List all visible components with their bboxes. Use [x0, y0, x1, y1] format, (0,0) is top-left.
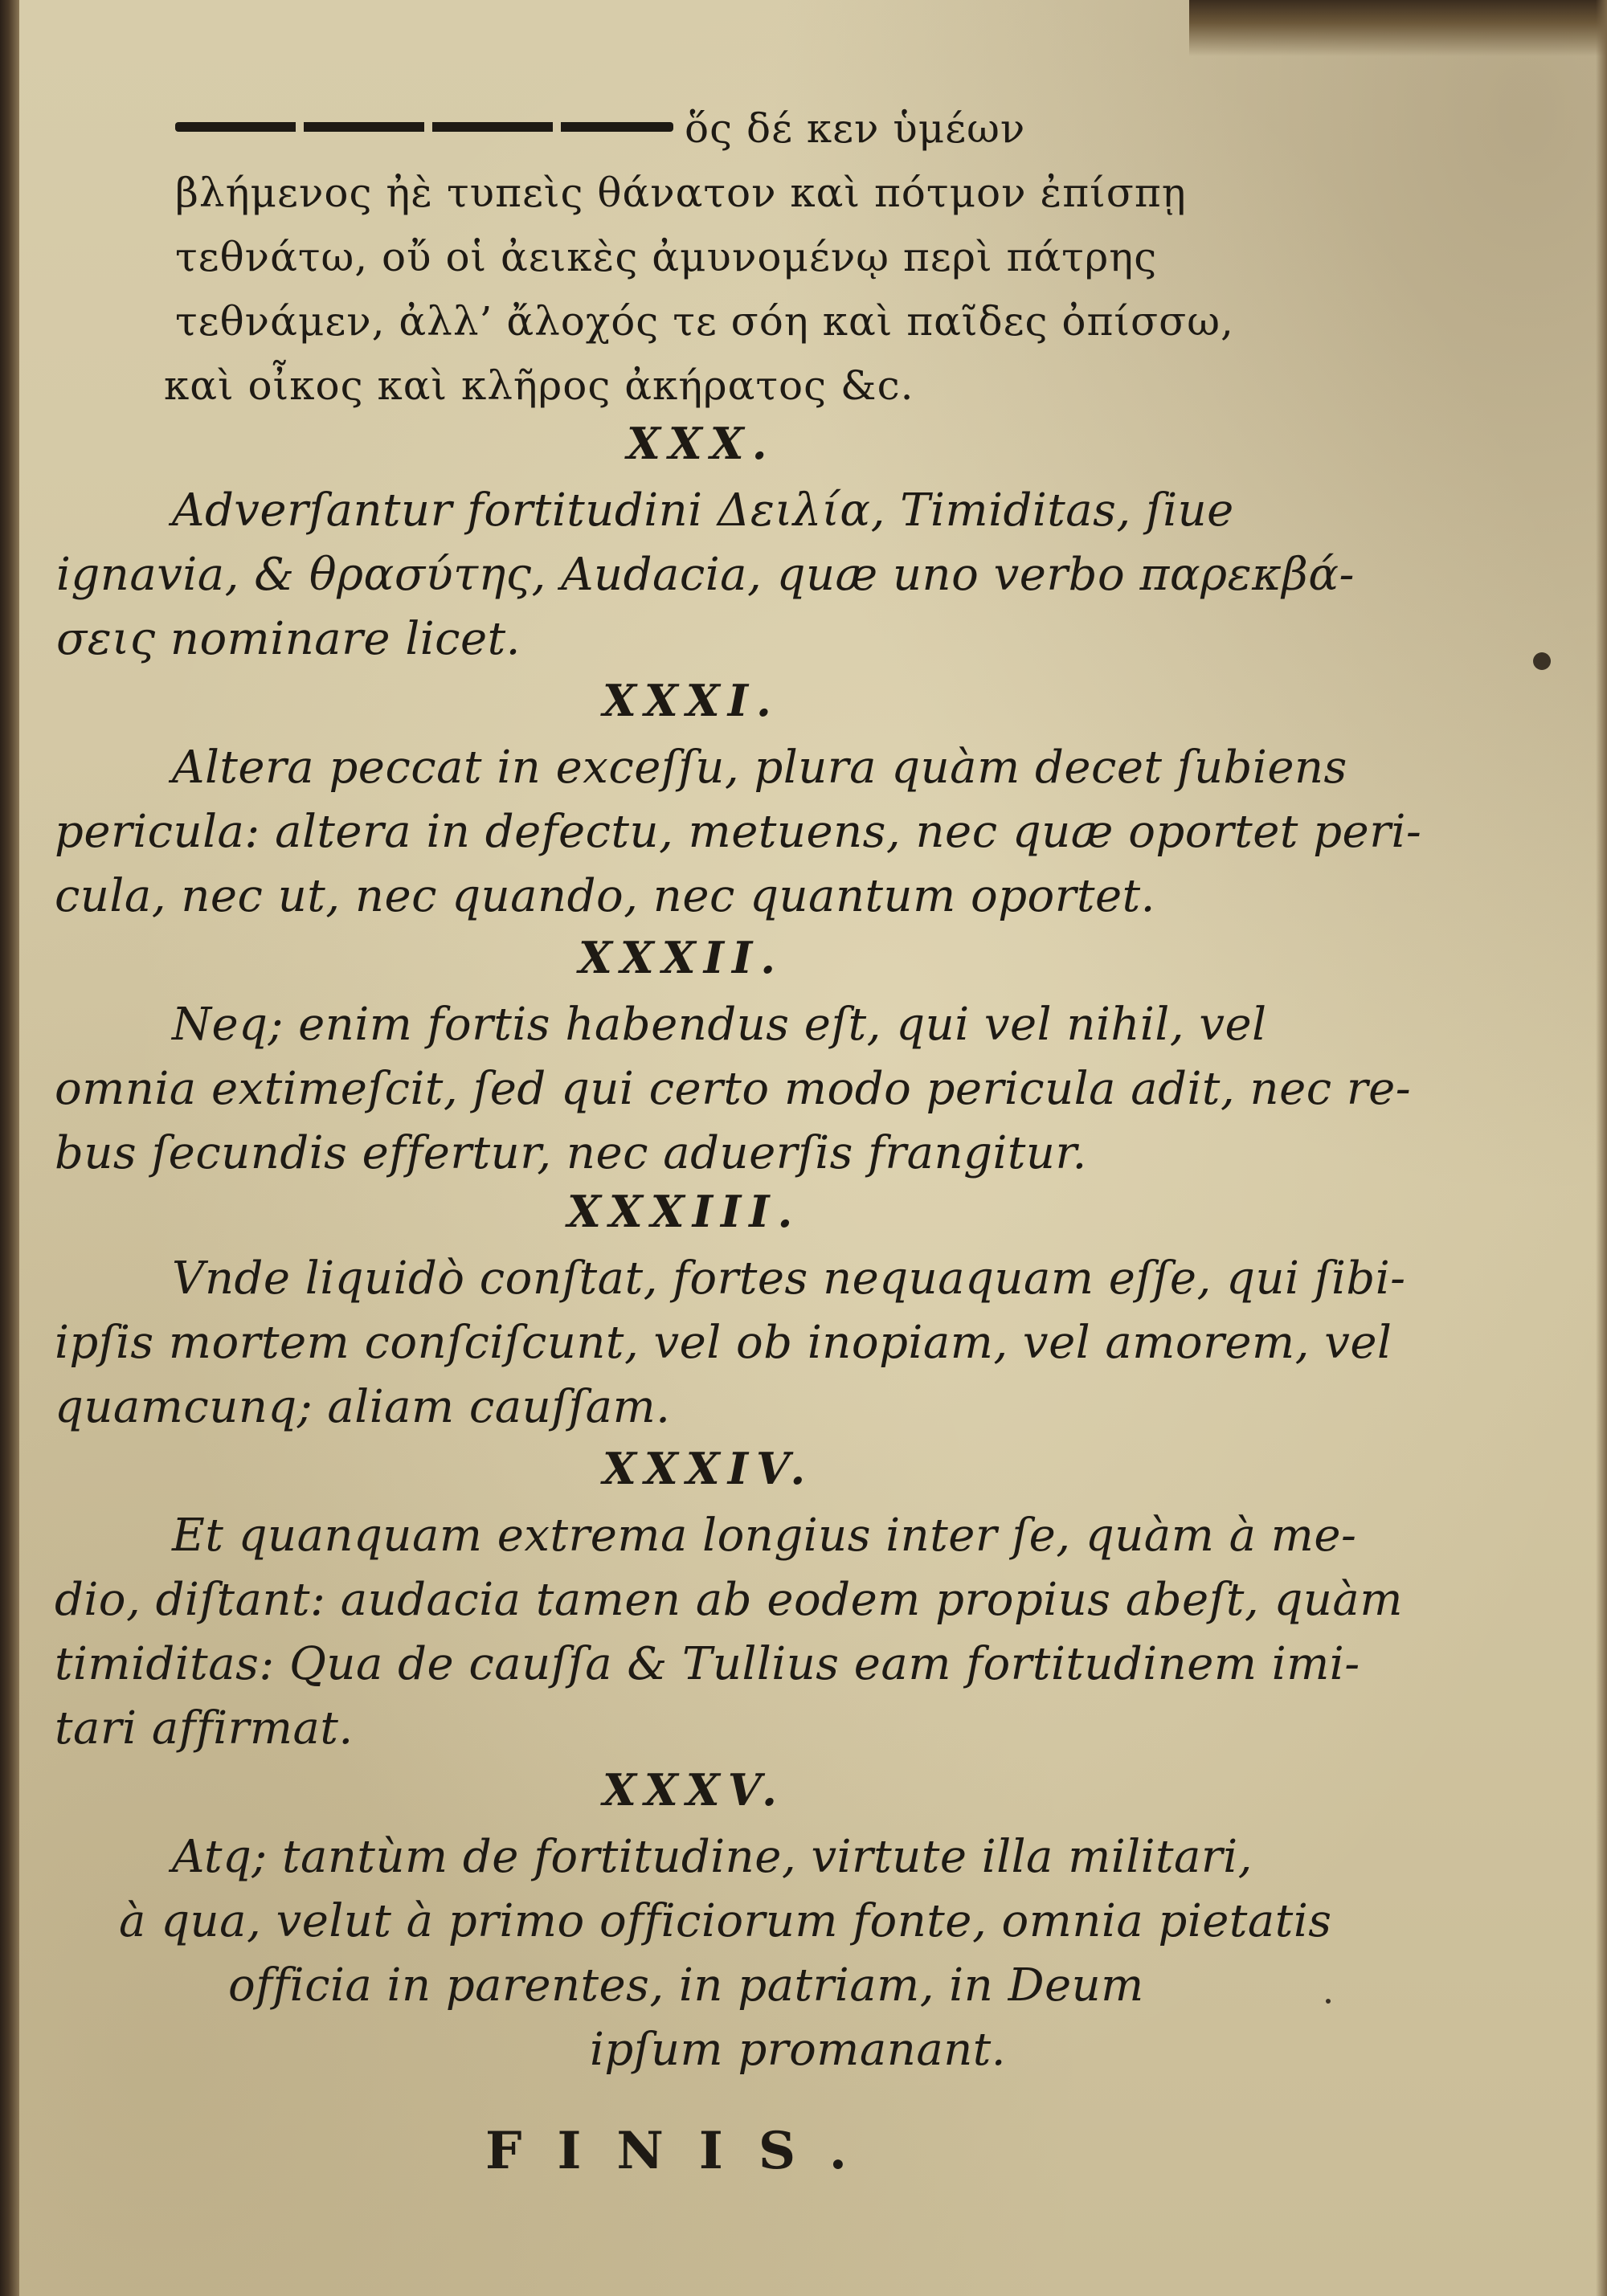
paragraph-line: officia in parentes, in patriam, in Deum: [228, 1959, 1144, 2012]
paragraph-line: ignavia, & θρασύτης, Audacia, quæ uno verbo παρεκβά-: [56, 549, 1355, 601]
paragraph-line: tari affirmat.: [55, 1702, 354, 1755]
greek-verse-line: τεθνάμεν, ἀλλ’ ἄλοχός τε σόη καὶ παῖδες ὀπίσσω,: [175, 298, 1234, 345]
paragraph-line: cula, nec ut, nec quando, nec quantum oportet.: [55, 870, 1155, 922]
paragraph-line: ipſis mortem conſciſcunt, vel ob inopiam, vel amorem, vel: [55, 1317, 1392, 1369]
section-numeral: XXXIII.: [567, 1186, 801, 1237]
paragraph-line: quamcunq; aliam cauſſam.: [55, 1381, 671, 1433]
section-numeral: XXXI.: [603, 675, 779, 726]
paragraph-line: bus ſecundis effertur, nec aduerſis frangitur.: [55, 1127, 1087, 1179]
paragraph-line: Neq; enim fortis habendus eſt, qui vel nihil, vel: [172, 999, 1267, 1051]
greek-verse-line: βλήμενος ἠὲ τυπεὶς θάνατον καὶ πότμον ἐπίσπῃ: [175, 170, 1187, 216]
paragraph-line: Altera peccat in exceſſu, plura quàm decet ſubiens: [172, 742, 1347, 794]
paragraph-line: pericula: altera in defectu, metuens, nec quæ oportet peri-: [55, 806, 1422, 858]
section-numeral: XXXV.: [603, 1764, 785, 1816]
ellipsis-dash-rule: [175, 122, 673, 132]
paragraph-line: omnia extimeſcit, ſed qui certo modo pericula adit, nec re-: [55, 1063, 1412, 1115]
finis-colophon: FINIS.: [485, 2121, 883, 2181]
greek-verse-line: καὶ οἶκος καὶ κλῆρος ἀκήρατος &c.: [164, 362, 914, 409]
section-numeral: XXXII.: [579, 932, 784, 983]
section-numeral: XXX.: [627, 418, 775, 469]
paragraph-line: à qua, velut à primo officiorum fonte, omnia pietatis: [119, 1895, 1332, 1947]
greek-verse-line: ὅς δέ κεν ὑμέων: [685, 105, 1026, 152]
paragraph-line: timiditas: Qua de cauſſa & Tullius eam fortitudinem imi-: [55, 1638, 1360, 1690]
paragraph-line: Et quanquam extrema longius inter ſe, quàm à me-: [172, 1510, 1357, 1562]
paragraph-line: σεις nominare licet.: [56, 613, 521, 665]
paragraph-line: dio, diſtant: audacia tamen ab eodem propius abeſt, quàm: [55, 1574, 1403, 1626]
paragraph-line: Vnde liquidò conſtat, fortes nequaquam eſſe, qui ſibi-: [172, 1252, 1406, 1305]
paragraph-line: ipſum promanant.: [590, 2024, 1007, 2076]
paragraph-line: Adverſantur fortitudini Δειλία, Timiditas, ſiue: [172, 484, 1234, 537]
section-numeral: XXXIV.: [603, 1443, 814, 1494]
paragraph-line: Atq; tantùm de fortitudine, virtute illa militari,: [172, 1831, 1253, 1883]
greek-verse-line: τεθνάτω, οὔ οἱ ἀεικὲς ἀμυνομένῳ περὶ πάτρης: [175, 234, 1158, 280]
